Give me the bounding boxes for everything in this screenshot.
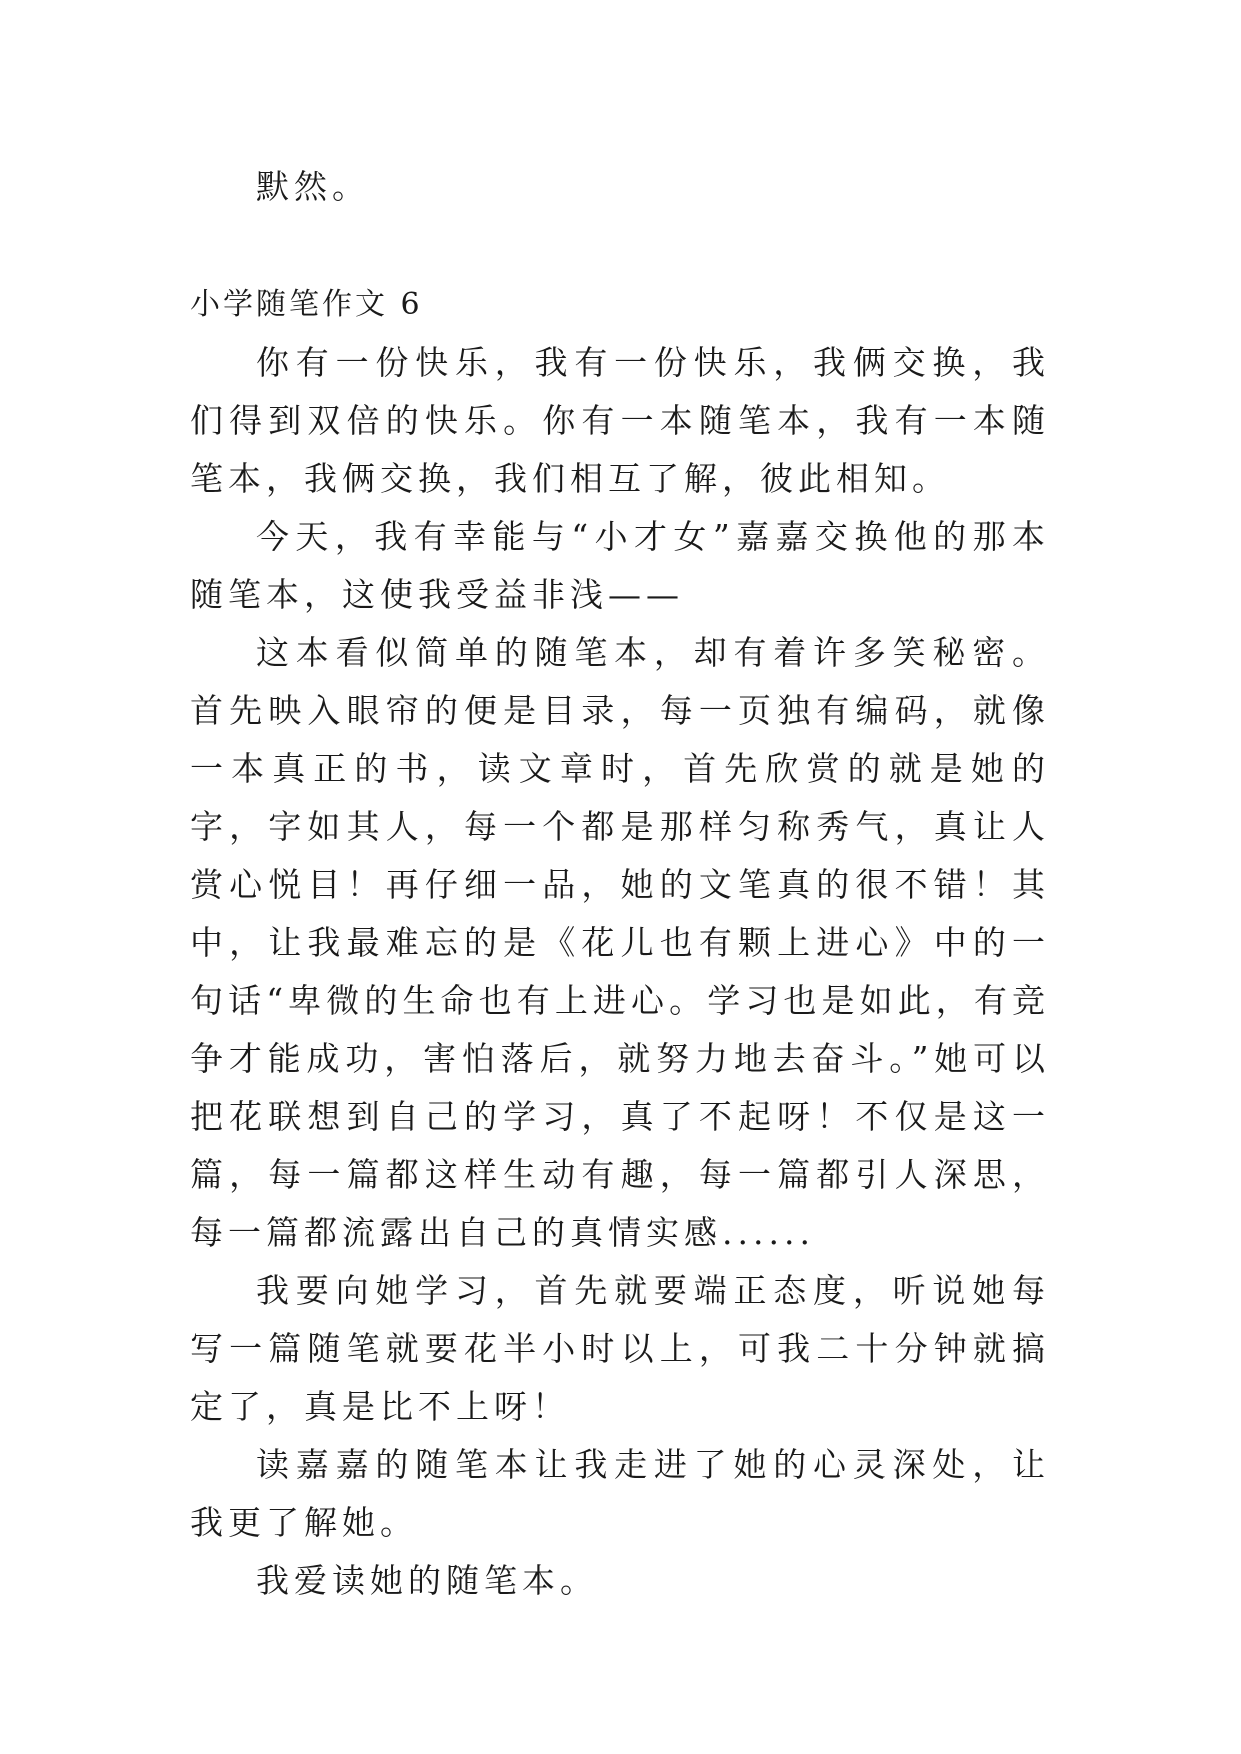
essay-body (190, 334, 1050, 1610)
paragraph: 今天，我有幸能与“小才女”嘉嘉交换他的那本随笔本，这使我受益非浅—— (190, 517, 1050, 614)
opening-line: 默然。 (256, 167, 370, 206)
paragraph: 我要向她学习，首先就要端正态度，听说她每写一篇随笔就要花半小时以上，可我二十分钟就搞定了，真是比不上呀！ (190, 1271, 1050, 1426)
paragraph: 我爱读她的随笔本。 (256, 1561, 598, 1600)
paragraph: 读嘉嘉的随笔本让我走进了她的心灵深处，让我更了解她。 (190, 1445, 1050, 1542)
paragraph: 这本看似简单的随笔本，却有着许多笑秘密。首先映入眼帘的便是目录，每一页独有编码，就像一本真正的书，读文章时，首先欣赏的就是她的字，字如其人，每一个都是那样匀称秀气，真让人赏心悦目！再仔细一品，她的文笔真的很不错！其中，让我最难忘的是《花儿也有颗上进心》中的一句话“卑微的生命也有上进心。学习也是如此，有竞争才能成功，害怕落后，就努力地去奋斗。”她可以把花联想到自己的学习，真了不起呀！不仅是这一篇，每一篇都这样生动有趣，每一篇都引人深思，每一篇都流露出自己的真情实感...... (190, 633, 1050, 1252)
section-title: 小学随笔作文 6 (190, 287, 423, 322)
paragraph: 你有一份快乐，我有一份快乐，我俩交换，我们得到双倍的快乐。你有一本随笔本，我有一本随笔本，我俩交换，我们相互了解，彼此相知。 (190, 343, 1050, 498)
